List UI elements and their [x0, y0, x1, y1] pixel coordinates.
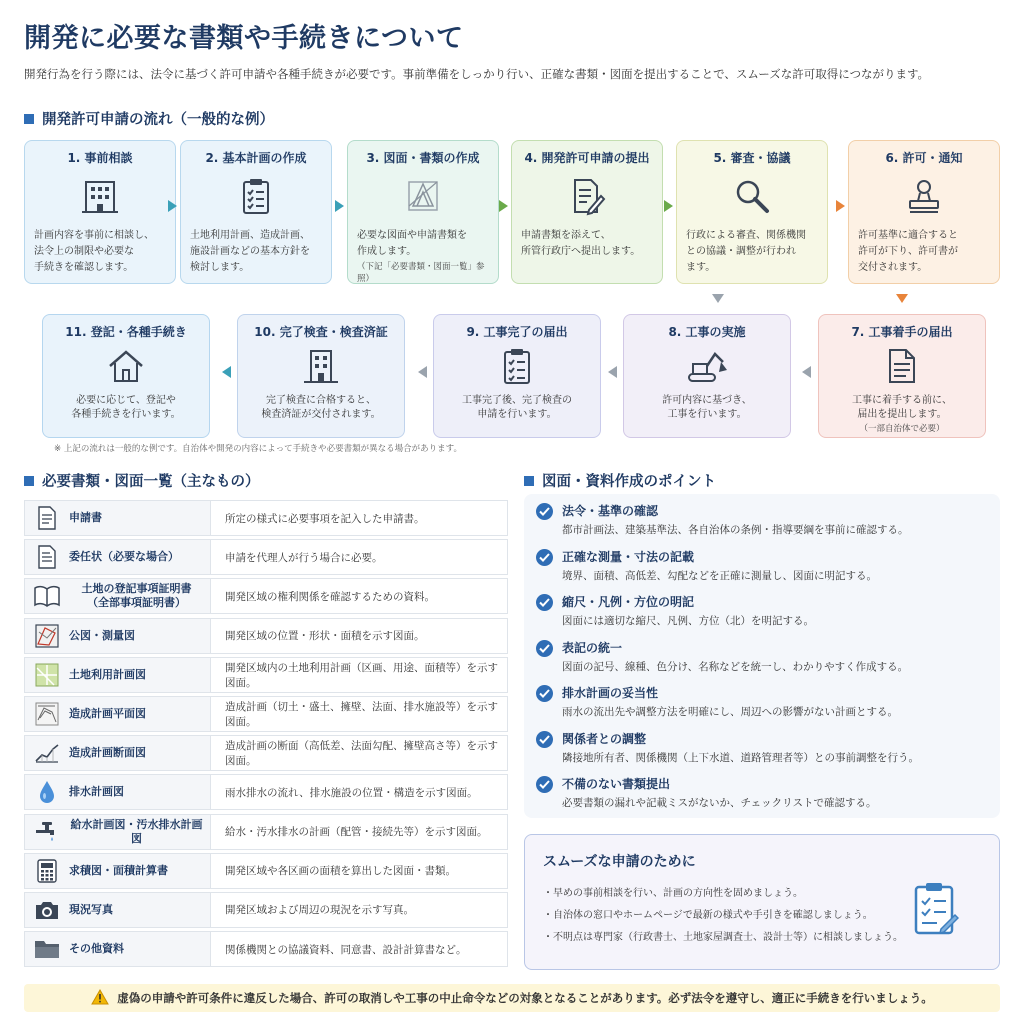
description-line: 交付されます。 [858, 262, 928, 273]
description-line: 所管行政庁へ提出します。 [521, 246, 641, 257]
arrow-left-icon [802, 366, 811, 378]
flow-step-3 [347, 140, 499, 284]
doc-description: 給水・汚水排水の計画（配管・接続先等）を示す図面。 [225, 826, 488, 838]
section-marker-icon [24, 114, 34, 124]
list-item: ・自治体の窓口やホームページで最新の様式や手引きを確認しましょう。 [543, 910, 873, 921]
arrow-right-icon [836, 200, 845, 212]
document-pen-icon [521, 170, 653, 222]
checklist-clipboard-icon [913, 881, 959, 941]
description-line: 必要に応じて、登記や [76, 395, 176, 406]
doc-description: 開発区域の権利関係を確認するための資料。 [225, 590, 435, 603]
description-line: 許可が下り、許可書が [858, 246, 958, 257]
flow-step-10 [237, 314, 405, 438]
doc-name: 土地の登記事項証明書 （全部事項証明書） [81, 582, 192, 610]
letter-icon [25, 545, 69, 569]
flow-step-title: 4. 開発許可申請の提出 [524, 151, 650, 165]
magnifier-icon [686, 170, 818, 222]
point-title: 正確な測量・寸法の記載 [562, 549, 695, 564]
points-panel [524, 494, 1000, 818]
point-description: 図面には適切な縮尺、凡例、方位（北）を明記する。 [562, 615, 814, 627]
grading-plan-icon [25, 702, 69, 726]
table-row [24, 853, 508, 889]
section-marker-icon [524, 476, 534, 486]
list-item: ・早めの事前相談を行い、計画の方向性を固めましょう。 [543, 888, 803, 899]
section-chart-icon [25, 742, 69, 764]
flow-step-note: （一部自治体で必要） [859, 424, 945, 434]
arrow-left-icon [418, 366, 427, 378]
office-building-icon [247, 344, 395, 388]
doc-name-cell [25, 815, 211, 849]
warning-banner [24, 984, 1000, 1012]
land-plan-icon [25, 663, 69, 687]
table-row [24, 657, 508, 693]
flow-step-title: 3. 図面・書類の作成 [366, 151, 480, 165]
point-item [536, 639, 988, 685]
description-line: 申請書類を添えて、 [521, 230, 611, 241]
flow-step-9 [433, 314, 601, 438]
point-description: 雨水の流出先や調整方法を明確にし、周辺への影響がない計画とする。 [562, 706, 898, 718]
doc-name-cell [25, 854, 211, 888]
check-circle-icon [536, 685, 553, 702]
arrow-down-icon [712, 294, 724, 303]
doc-name-cell [25, 932, 211, 966]
description-line: との協議・調整が行われ [686, 246, 796, 257]
point-item [536, 684, 988, 730]
description-line: 検査済証が交付されます。 [261, 409, 381, 420]
docs-table [24, 500, 508, 970]
page-title: 開発に必要な書類や手続きについて [24, 23, 464, 54]
doc-description: 開発区域内の土地利用計画（区画、用途、面積等）を示す図面。 [225, 661, 498, 689]
doc-name-cell [25, 658, 211, 692]
description-line: 各種手続きを行います。 [71, 409, 181, 420]
doc-description: 関係機関との協議資料、同意書、設計計算書など。 [225, 943, 467, 956]
flow-step-5 [676, 140, 828, 284]
doc-name: 排水計画図 [69, 785, 124, 799]
table-row [24, 696, 508, 732]
list-item: ・不明点は専門家（行政書士、土地家屋調査士、設計士等）に相談しましょう。 [543, 932, 903, 943]
arrow-right-icon [168, 200, 177, 212]
flow-step-2 [180, 140, 332, 284]
flow-footnote: ※ 上記の流れは一般的な例です。自治体や開発の内容によって手続きや必要書類が異なる場合があります。 [54, 444, 462, 454]
point-item [536, 730, 988, 776]
point-title: 表記の統一 [562, 640, 623, 655]
section-marker-icon [24, 476, 34, 486]
flow-step-6 [848, 140, 1000, 284]
doc-name-cell [25, 501, 211, 535]
description-line: 作成します。 [357, 246, 417, 257]
description-line: 法令上の制限や必要な [34, 246, 134, 257]
arrow-down-icon [896, 294, 908, 303]
flow-step-description [443, 394, 591, 422]
doc-name: 公図・測量図 [69, 628, 135, 642]
building-icon [34, 170, 166, 222]
flow-step-description [247, 394, 395, 422]
check-circle-icon [536, 594, 553, 611]
doc-name: 現況写真 [69, 902, 113, 916]
arrow-right-icon [499, 200, 508, 212]
point-description: 図面の記号、線種、色分け、名称などを統一し、わかりやすく作成する。 [562, 660, 909, 673]
camera-icon [25, 899, 69, 921]
description-line: 土地利用計画、造成計画、 [190, 230, 310, 241]
checklist-icon [443, 344, 591, 388]
clipboard-icon [190, 170, 322, 222]
point-description: 隣接地所有者、関係機関（上下水道、道路管理者等）との事前調整を行う。 [562, 751, 919, 764]
doc-name-cell [25, 579, 211, 613]
point-title: 排水計画の妥当性 [562, 686, 659, 700]
doc-name: 委任状（必要な場合） [69, 550, 179, 564]
description-line: 工事に着手する前に、 [852, 395, 952, 406]
doc-description: 所定の様式に必要事項を記入した申請書。 [225, 512, 425, 525]
doc-name: 給水計画図・汚水排水計画図 [70, 817, 203, 845]
stamp-icon [858, 170, 990, 222]
arrow-left-icon [222, 366, 231, 378]
flow-step-title: 5. 審査・協議 [713, 151, 791, 165]
warning-icon [91, 989, 109, 1008]
doc-name-cell [25, 619, 211, 653]
check-circle-icon [536, 731, 553, 748]
point-title: 法令・基準の確認 [562, 504, 659, 518]
table-row [24, 500, 508, 536]
flow-step-description [190, 228, 322, 276]
description-line: 施設計画などの基本方針を [190, 246, 310, 257]
point-title: 縮尺・凡例・方位の明記 [562, 595, 695, 609]
point-title: 不備のない書類提出 [562, 777, 671, 791]
document-icon [828, 344, 976, 388]
flow-step-title: 6. 許可・通知 [885, 151, 963, 165]
flow-step-title: 8. 工事の実施 [668, 325, 746, 339]
application-form-icon [25, 506, 69, 530]
table-row [24, 735, 508, 771]
doc-name: その他資料 [69, 942, 124, 956]
doc-description: 雨水排水の流れ、排水施設の位置・構造を示す図面。 [225, 786, 478, 799]
doc-name-cell [25, 893, 211, 927]
calculator-icon [25, 859, 69, 883]
excavator-icon [633, 344, 781, 388]
flow-step-1 [24, 140, 176, 284]
doc-description: 開発区域の位置・形状・面積を示す図面。 [225, 630, 425, 643]
doc-name-cell [25, 736, 211, 770]
description-line: 計画内容を事前に相談し、 [34, 230, 154, 241]
flow-step-title: 10. 完了検査・検査済証 [254, 325, 388, 339]
flow-step-description [633, 394, 781, 422]
flow-step-description [357, 228, 489, 260]
description-line: 工事を行います。 [667, 409, 747, 420]
description-line: 許可内容に基づき、 [662, 395, 752, 406]
warning-text: 虚偽の申請や許可条件に違反した場合、許可の取消しや工事の中止命令などの対象となることがあります。必ず法令を遵守し、適正に手続きを行いましょう。 [117, 991, 933, 1005]
check-circle-icon [536, 776, 553, 793]
check-circle-icon [536, 549, 553, 566]
points-heading-text: 図面・資料作成のポイント [542, 474, 716, 490]
folder-icon [25, 938, 69, 960]
point-description: 境界、面積、高低差、勾配などを正確に測量し、図面に明記する。 [562, 569, 877, 582]
arrow-right-icon [335, 200, 344, 212]
house-icon [52, 344, 200, 388]
point-item [536, 548, 988, 594]
flow-step-11 [42, 314, 210, 438]
flow-step-8 [623, 314, 791, 438]
flow-step-title: 11. 登記・各種手続き [65, 325, 187, 339]
doc-name: 造成計画断面図 [69, 746, 146, 760]
flow-step-4 [511, 140, 663, 284]
arrow-right-icon [664, 200, 673, 212]
description-line: 検討します。 [190, 262, 250, 273]
doc-description: 申請を代理人が行う場合に必要。 [225, 551, 383, 564]
doc-name-cell [25, 540, 211, 574]
point-description: 都市計画法、建築基準法、各自治体の条例・指導要綱を事前に確認する。 [562, 524, 909, 536]
table-row [24, 578, 508, 614]
table-row [24, 774, 508, 810]
flow-step-7 [818, 314, 986, 438]
point-item [536, 593, 988, 639]
description-line: 届出を提出します。 [857, 409, 947, 420]
description-line: 必要な図面や申請書類を [357, 230, 467, 241]
flow-step-description [828, 394, 976, 422]
flow-step-description [686, 228, 818, 276]
flow-step-title: 7. 工事着手の届出 [851, 325, 953, 339]
flow-step-description [858, 228, 990, 276]
smooth-box-title: スムーズな申請のために [543, 854, 696, 870]
faucet-icon [25, 820, 69, 844]
doc-name: 造成計画平面図 [69, 706, 146, 720]
docs-section-heading [24, 470, 260, 491]
flow-step-description [34, 228, 166, 276]
drafting-icon [357, 170, 489, 222]
doc-description: 造成計画の断面（高低差、法面勾配、擁壁高さ等）を示す図面。 [225, 740, 498, 768]
arrow-left-icon [608, 366, 617, 378]
table-row [24, 618, 508, 654]
survey-map-icon [25, 624, 69, 648]
points-section-heading [524, 470, 716, 491]
table-row [24, 814, 508, 850]
doc-name-cell [25, 697, 211, 731]
doc-description: 開発区域および周辺の現況を示す写真。 [225, 904, 414, 917]
description-line: 許可基準に適合すると [858, 230, 958, 241]
flow-step-note: （下記「必要書類・図面一覧」参照） [357, 262, 485, 284]
description-line: ます。 [686, 262, 716, 273]
doc-name: 求積図・面積計算書 [69, 863, 168, 877]
flow-section-heading [24, 108, 274, 129]
doc-name-cell [25, 775, 211, 809]
point-title: 関係者との調整 [562, 731, 647, 746]
table-row [24, 931, 508, 967]
flow-heading-text: 開発許可申請の流れ（一般的な例） [42, 112, 274, 128]
point-item [536, 775, 988, 821]
doc-name: 土地利用計画図 [69, 667, 146, 681]
flow-step-title: 2. 基本計画の作成 [205, 151, 307, 165]
flow-step-title: 1. 事前相談 [67, 151, 133, 165]
table-row [24, 892, 508, 928]
water-drop-icon [25, 780, 69, 804]
description-line: 行政による審査、関係機関 [686, 230, 806, 241]
table-row [24, 539, 508, 575]
doc-name: 申請書 [69, 511, 102, 524]
flow-step-title: 9. 工事完了の届出 [466, 325, 568, 339]
doc-description: 開発区域や各区画の面積を算出した図面・書類。 [225, 865, 456, 878]
flow-step-description [521, 228, 653, 260]
check-circle-icon [536, 640, 553, 657]
point-description: 必要書類の漏れや記載ミスがないか、チェックリストで確認する。 [562, 797, 877, 809]
description-line: 申請を行います。 [477, 409, 557, 420]
description-line: 完了検査に合格すると、 [266, 395, 376, 406]
book-icon [25, 585, 69, 607]
check-circle-icon [536, 503, 553, 520]
description-line: 工事完了後、完了検査の [462, 395, 572, 406]
flow-step-description [52, 394, 200, 422]
smooth-application-box [524, 834, 1000, 970]
doc-description: 造成計画（切土・盛土、擁壁、法面、排水施設等）を示す図面。 [225, 700, 498, 728]
intro-text: 開発行為を行う際には、法令に基づく許可申請や各種手続きが必要です。事前準備をしっかり行い、正確な書類・図面を提出することで、スムーズな許可取得につながります。 [24, 67, 930, 81]
docs-heading-text: 必要書類・図面一覧（主なもの） [42, 474, 260, 490]
point-item [536, 502, 988, 548]
description-line: 手続きを確認します。 [34, 262, 134, 273]
